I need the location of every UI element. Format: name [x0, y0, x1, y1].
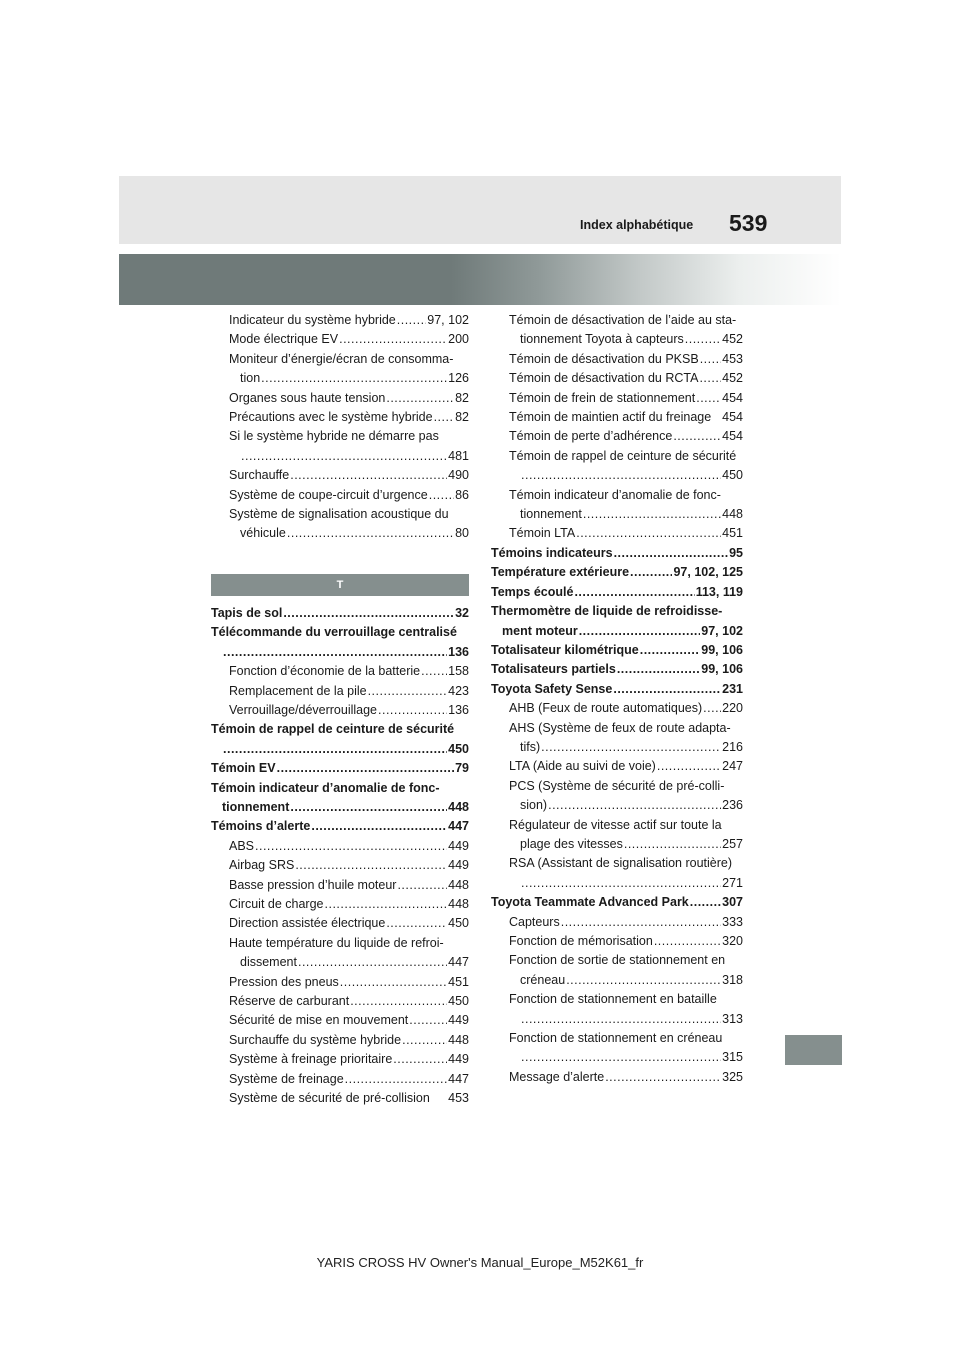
dot-leader	[605, 1068, 721, 1087]
index-entry-page: 449	[448, 838, 469, 853]
index-entry	[491, 699, 743, 718]
dot-leader	[295, 856, 447, 875]
index-entry-term: ABS	[229, 838, 255, 853]
index-entry	[491, 466, 743, 485]
index-entry-term: Organes sous haute tension	[229, 390, 386, 405]
dot-leader	[685, 330, 721, 349]
index-entry-page: 448	[448, 896, 469, 911]
index-entry	[211, 1011, 469, 1030]
index-entry-page: 231	[722, 681, 743, 696]
index-entry	[491, 369, 743, 388]
index-entry-term: LTA (Aide au suivi de voie)	[509, 759, 656, 774]
index-entry	[491, 1029, 743, 1048]
dot-leader	[566, 971, 721, 990]
index-entry-page: 200	[448, 332, 469, 347]
index-entry	[491, 1048, 743, 1067]
index-entry	[491, 796, 743, 815]
index-entry-page: 99, 106	[701, 662, 743, 677]
index-entry-page: 325	[722, 1069, 743, 1084]
index-entry-page: 320	[722, 934, 743, 948]
index-entry	[211, 311, 469, 330]
index-column-left	[211, 311, 469, 1108]
index-entry-page: 136	[448, 644, 469, 659]
index-entry	[211, 934, 469, 953]
index-entry-term: Témoin de rappel de ceinture de sécurité	[509, 448, 737, 463]
index-entry-page: 452	[722, 371, 743, 386]
dot-leader	[703, 699, 721, 718]
index-entry-page: 451	[722, 526, 743, 541]
index-entry-page: 113, 119	[695, 584, 743, 599]
index-entry	[491, 990, 743, 1009]
index-entry-term: Tapis de sol	[211, 605, 283, 620]
dot-leader	[325, 895, 448, 914]
dot-leader	[402, 1031, 447, 1050]
dot-leader	[378, 701, 447, 720]
index-entry-page: 452	[722, 332, 743, 347]
index-entry-term: tionnement	[222, 799, 290, 814]
dot-leader	[521, 1048, 721, 1067]
index-entry	[211, 953, 469, 972]
dot-leader	[640, 641, 701, 660]
index-entry-page: 454	[722, 390, 743, 405]
index-entry-term: Surchauffe	[229, 468, 290, 483]
dot-leader	[350, 992, 447, 1011]
dot-leader	[541, 738, 721, 757]
index-entry-page: 99, 106	[701, 642, 743, 657]
index-entry-term: Mode électrique EV	[229, 332, 339, 347]
index-entries-right	[491, 311, 743, 1087]
index-entry	[211, 662, 469, 681]
index-entry	[491, 602, 743, 621]
index-entry-term: RSA (Assistant de signalisation routière)	[509, 856, 733, 871]
index-entry-term: tionnement	[520, 507, 582, 522]
index-entry-term: Thermomètre de liquide de refroidisse-	[491, 604, 723, 619]
chapter-side-tab	[785, 1035, 842, 1065]
index-entry-term: Fonction de mémorisation	[509, 934, 653, 948]
index-entry-term: Système de coupe-circuit d’urgence	[229, 487, 428, 502]
index-entry-term: Temps écoulé	[491, 584, 574, 599]
index-entry	[491, 1068, 743, 1087]
index-entry-page: 236	[722, 798, 743, 813]
index-entry-term: tifs)	[520, 739, 541, 754]
index-entry-term: tion	[240, 371, 261, 386]
index-entry-term: Régulateur de vitesse actif sur toute la	[509, 817, 722, 832]
index-entry-term: dissement	[240, 955, 297, 970]
dot-leader	[397, 311, 427, 330]
index-entry-term: Télécommande du verrouillage centralisé	[211, 625, 457, 640]
index-entry	[211, 330, 469, 349]
index-entry-term: véhicule	[240, 526, 286, 541]
index-entry-term: Température extérieure	[491, 565, 630, 580]
index-entry	[211, 701, 469, 720]
index-entry-page: 313	[722, 1011, 743, 1026]
index-entry	[491, 486, 743, 505]
index-entry	[491, 660, 743, 679]
index-entry	[211, 720, 469, 739]
index-entry-term: Surchauffe du système hybride	[229, 1032, 402, 1047]
dot-leader	[700, 350, 721, 369]
index-entry	[211, 682, 469, 701]
index-entry-page: 97, 102, 125	[673, 565, 743, 580]
index-entry-term: Témoin de désactivation du PKSB	[509, 351, 699, 366]
index-entry-page: 271	[722, 875, 743, 890]
index-entry-term: sion)	[520, 798, 548, 813]
index-entry	[491, 1010, 743, 1029]
index-entry	[211, 837, 469, 856]
dot-leader	[690, 893, 721, 912]
index-entry	[211, 350, 469, 369]
index-entry	[491, 951, 743, 970]
page-number: 539	[729, 210, 768, 236]
index-entry	[211, 817, 469, 836]
footer-manual-id: YARIS CROSS HV Owner's Manual_Europe_M52K61_fr	[316, 1255, 644, 1270]
index-entry	[211, 524, 469, 543]
index-entry	[491, 913, 743, 932]
dot-leader	[624, 835, 721, 854]
index-entry-term: Pression des pneus	[229, 974, 339, 989]
index-entry-term: Système de freinage	[229, 1071, 344, 1086]
index-entry-term: Message d’alerte	[509, 1069, 605, 1084]
index-entry-page: 448	[448, 1032, 469, 1047]
index-entry	[491, 757, 743, 776]
dot-leader	[386, 914, 447, 933]
index-entry-page: 126	[448, 371, 469, 386]
decorative-gradient-band	[119, 254, 841, 305]
index-entry-term: Remplacement de la pile	[229, 683, 367, 698]
dot-leader	[434, 408, 455, 427]
dot-leader	[617, 660, 700, 679]
index-entry-page: 448	[448, 877, 469, 892]
index-entry-page: 333	[722, 914, 743, 929]
dot-leader	[614, 544, 729, 563]
dot-leader	[657, 757, 721, 776]
index-entry-term: tionnement Toyota à capteurs	[520, 332, 684, 347]
index-entry	[211, 895, 469, 914]
index-entry-page: 318	[722, 972, 743, 987]
dot-leader	[283, 604, 454, 623]
index-entry-term: PCS (Système de sécurité de pré-colli-	[509, 778, 725, 793]
index-entry-page: 447	[448, 819, 469, 834]
dot-leader	[696, 389, 721, 408]
index-entry	[211, 427, 469, 446]
index-entry-term: Sécurité de mise en mouvement	[229, 1013, 409, 1028]
index-entry-page: 97, 102	[701, 623, 743, 638]
index-entry	[491, 524, 743, 543]
index-entry-term: Précautions avec le système hybride	[229, 410, 433, 425]
dot-leader	[630, 563, 672, 582]
index-entry-page: 423	[448, 683, 469, 698]
letter-heading-t: T	[211, 574, 469, 596]
index-entry	[491, 816, 743, 835]
dot-leader	[386, 389, 454, 408]
index-entry-term: Réserve de carburant	[229, 994, 350, 1008]
dot-leader	[345, 1070, 447, 1089]
index-entry-term: Témoin EV	[211, 761, 276, 776]
index-entry-page: 454	[722, 429, 743, 444]
index-entry	[211, 973, 469, 992]
dot-leader	[579, 622, 701, 641]
index-entry-term: Direction assistée électrique	[229, 916, 386, 931]
index-entry	[491, 427, 743, 446]
index-entry	[491, 893, 743, 912]
index-entry-page: 86	[455, 487, 469, 502]
index-entry-term: Fonction d’économie de la batterie	[229, 664, 421, 679]
index-entry	[491, 719, 743, 738]
index-entry-term: Témoin de frein de stationnement	[509, 390, 696, 405]
index-entry-term: Toyota Teammate Advanced Park	[491, 895, 689, 910]
index-entries-after-letter	[211, 604, 469, 1109]
index-entry-page: 247	[722, 759, 743, 774]
index-entry	[211, 505, 469, 524]
index-entry	[491, 738, 743, 757]
index-entry-term: Fonction de stationnement en bataille	[509, 992, 717, 1007]
dot-leader	[699, 369, 721, 388]
index-entry-page: 481	[448, 448, 469, 463]
dot-leader	[521, 466, 721, 485]
index-entry-term: créneau	[520, 972, 566, 987]
index-entry-page: 80	[455, 526, 469, 541]
index-entry-page: 448	[722, 507, 743, 522]
dot-leader	[223, 740, 447, 759]
index-entry	[491, 389, 743, 408]
index-entry-term: plage des vitesses	[520, 836, 623, 851]
dot-leader	[574, 583, 694, 602]
dot-leader	[223, 643, 447, 662]
index-entry-term: Circuit de charge	[229, 896, 324, 911]
dot-leader	[298, 953, 447, 972]
index-entry-term: Témoin de désactivation du RCTA	[509, 371, 699, 386]
index-entry-term: Haute température du liquide de refroi-	[229, 935, 444, 950]
index-entry-term: Témoin de rappel de ceinture de sécurité	[211, 722, 455, 737]
index-entry	[491, 854, 743, 873]
index-entry-term: Témoins d’alerte	[211, 819, 311, 834]
index-entry-page: 450	[448, 916, 469, 931]
index-entries-before-letter	[211, 311, 469, 544]
index-entry	[491, 835, 743, 854]
index-entry-page: 449	[448, 1013, 469, 1028]
dot-leader	[277, 759, 455, 778]
index-entry-term: ment moteur	[502, 623, 578, 638]
index-entry-page: 454	[722, 410, 743, 425]
index-entry	[491, 622, 743, 641]
index-entry-term: Capteurs	[509, 914, 560, 929]
index-entry	[491, 680, 743, 699]
index-entry-page: 451	[448, 974, 469, 989]
index-entry	[491, 874, 743, 893]
index-entry	[211, 369, 469, 388]
index-entry-page: 257	[722, 836, 743, 851]
index-entry	[491, 932, 743, 951]
index-entry-term: Totalisateur kilométrique	[491, 642, 639, 657]
index-entry-term: Airbag SRS	[229, 858, 295, 873]
index-entry	[211, 1031, 469, 1050]
index-entry-page: 95	[729, 545, 743, 560]
dot-leader	[673, 427, 721, 446]
index-entry	[491, 641, 743, 660]
index-entry	[211, 447, 469, 466]
index-entry-page: 450	[448, 994, 469, 1008]
index-entry	[491, 544, 743, 563]
index-entry	[211, 992, 469, 1011]
dot-leader	[290, 798, 447, 817]
index-entry-page: 216	[722, 739, 743, 754]
index-entry-page: 449	[448, 858, 469, 873]
index-entry	[211, 466, 469, 485]
index-entry-term: AHB (Feux de route automatiques)	[509, 701, 703, 716]
index-entry-page: 447	[448, 1071, 469, 1086]
dot-leader	[576, 524, 721, 543]
index-entry	[491, 447, 743, 466]
index-entry	[491, 311, 743, 330]
index-entry-page: 307	[722, 895, 743, 910]
index-entry	[491, 971, 743, 990]
index-entry-term: Moniteur d’énergie/écran de consomma-	[229, 351, 454, 366]
dot-leader	[340, 973, 447, 992]
dot-leader	[654, 932, 721, 951]
dot-leader	[261, 369, 447, 388]
dot-leader	[429, 486, 454, 505]
index-entry	[491, 563, 743, 582]
index-entry	[211, 914, 469, 933]
index-entry-term: Totalisateurs partiels	[491, 662, 616, 677]
index-entry-term: Témoin indicateur d’anomalie de fonc-	[211, 780, 440, 795]
index-entry-term: Témoin de maintien actif du freinage	[509, 410, 712, 425]
index-entry-page: 490	[448, 468, 469, 483]
dot-leader	[561, 913, 721, 932]
index-entry-term: Témoin de désactivation de l’aide au sta-	[509, 313, 737, 327]
index-entry-page: 447	[448, 955, 469, 970]
index-entry-term: AHS (Système de feux de route adapta-	[509, 720, 731, 735]
index-entry	[491, 408, 743, 427]
dot-leader	[613, 680, 721, 699]
index-entry-page: 453	[448, 1091, 469, 1106]
index-entry-page: 32	[455, 605, 469, 620]
index-entry	[211, 876, 469, 895]
section-title: Index alphabétique	[580, 218, 694, 232]
index-entry-term: Système de signalisation acoustique du	[229, 507, 449, 522]
index-entry-term: Fonction de sortie de stationnement en	[509, 953, 726, 968]
index-entry-term: Système à freinage prioritaire	[229, 1052, 393, 1067]
dot-leader	[311, 817, 447, 836]
index-entry-page: 450	[448, 741, 469, 756]
index-entry	[211, 856, 469, 875]
index-entry-page: 315	[722, 1050, 743, 1065]
index-entry	[211, 740, 469, 759]
dot-leader	[409, 1011, 447, 1030]
dot-leader	[255, 837, 447, 856]
index-entry-term: Verrouillage/déverrouillage	[229, 702, 378, 717]
index-entry-term: Témoin indicateur d’anomalie de fonc-	[509, 487, 721, 502]
index-entry-page: 158	[448, 664, 469, 679]
index-entry-page: 82	[455, 390, 469, 405]
index-entry-term: Témoins indicateurs	[491, 545, 613, 560]
index-entry	[211, 759, 469, 778]
index-entry	[211, 1050, 469, 1069]
index-entry	[211, 779, 469, 798]
index-entry	[491, 350, 743, 369]
index-entry	[491, 330, 743, 349]
dot-leader	[521, 1010, 721, 1029]
index-entry-term: Basse pression d’huile moteur	[229, 877, 397, 892]
index-entry	[491, 583, 743, 602]
index-entry-page: 453	[722, 351, 743, 366]
index-entry-page: 448	[448, 799, 469, 814]
index-entry-page: 136	[448, 702, 469, 717]
dot-leader	[421, 662, 447, 681]
index-entry	[491, 505, 743, 524]
index-entry	[211, 798, 469, 817]
index-entry-term: Témoin LTA	[509, 526, 576, 541]
index-entry-page: 79	[455, 761, 469, 776]
dot-leader	[583, 505, 721, 524]
index-entry-term: Système de sécurité de pré-collision	[229, 1091, 430, 1106]
index-entry	[211, 1089, 469, 1108]
index-entry	[211, 623, 469, 642]
index-entry-term: Témoin de perte d’adhérence	[509, 429, 673, 444]
dot-leader	[339, 330, 447, 349]
index-entry	[211, 389, 469, 408]
index-entry-term: Indicateur du système hybride	[229, 313, 396, 327]
dot-leader	[287, 524, 454, 543]
index-entry-term: Si le système hybride ne démarre pas	[229, 429, 439, 444]
dot-leader	[241, 447, 447, 466]
index-entry	[211, 643, 469, 662]
index-entry-term: Toyota Safety Sense	[491, 681, 613, 696]
index-entry-page: 82	[455, 410, 469, 425]
index-entry	[211, 604, 469, 623]
index-entry-page: 97, 102	[427, 313, 469, 327]
dot-leader	[548, 796, 721, 815]
dot-leader	[290, 466, 447, 485]
index-entry	[211, 408, 469, 427]
dot-leader	[397, 876, 447, 895]
index-entry-term: Fonction de stationnement en créneau	[509, 1031, 723, 1046]
dot-leader	[521, 874, 721, 893]
index-entry	[211, 1070, 469, 1089]
index-entry-page: 449	[448, 1052, 469, 1067]
index-entry-page: 220	[722, 701, 743, 716]
index-entry	[211, 486, 469, 505]
index-entry	[491, 777, 743, 796]
dot-leader	[368, 682, 448, 701]
index-entry-page: 450	[722, 468, 743, 483]
dot-leader	[393, 1050, 447, 1069]
index-column-right	[491, 311, 743, 1087]
